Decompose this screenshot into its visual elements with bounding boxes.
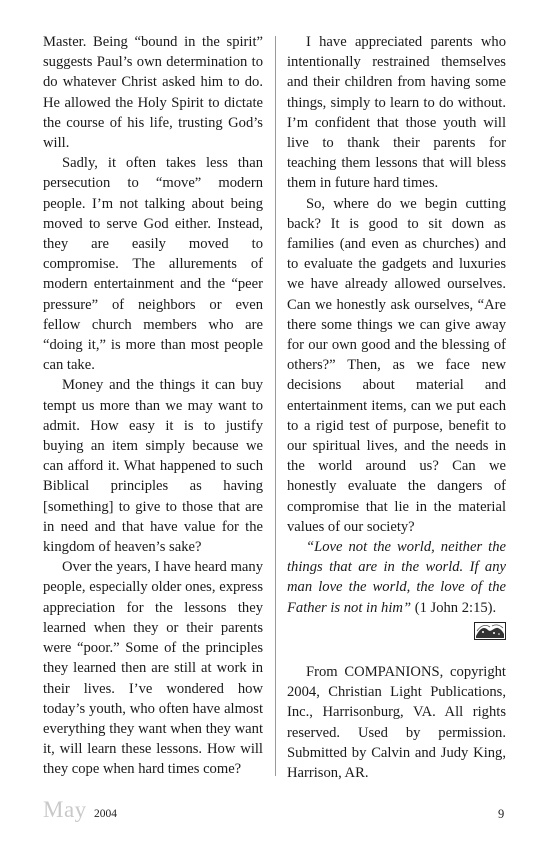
scripture-quote [287, 537, 506, 618]
left-column [43, 32, 263, 780]
article-paragraph: So, where do we begin cutting back? It is good to sit down as families (and even as churches) and to evaluate the gadgets and luxuries we have already allowed ourselves. Can we honestly ask ourselves, “Are there some things we can give away for our own good and the blessing of others?” Then, as we face new decisions about material and entertainment items, can we put each to a rigid test of purpose, benefit to our spiritual lives, and the needs in the world around us? Can we honestly evaluate the dangers of compromise that lie in the material values of our society? [287, 195, 506, 535]
article-paragraph: Sadly, it often takes less than persecution to “move” modern people. I’m not talking about being moved to serve God either. Instead, they are easily moved to compromise. The allurements of modern entertainment and the “peer pressure” of neighbors or even fellow church members who are “doing it,” is more than most people can take. [43, 155, 263, 374]
column-divider [275, 36, 276, 776]
article-paragraph: Money and the things it can buy tempt us more than we may want to admit. How easy it is to justify buying an item simply because we can afford it. What happened to such Biblical principles as having [something] to give to those that are in need and that have value for the kingdom of heaven’s sake? [43, 377, 263, 556]
copyright-credit: From COMPANIONS, copyright 2004, Christian Light Publications, Inc., Harrisonburg, VA. All rights reserved. Used by permission. Submitted by Calvin and Judy King, Harrison, AR. [287, 663, 506, 781]
article-paragraph: Over the years, I have heard many people, especially older ones, express appreciation for the lessons they learned when they or their parents were “poor.” Some of the principles they learned then are still at work in their lives. I’ve wondered how today’s youth, who often have almost everything they want when they want it, will learn these lessons. How will they cope when hard times come? [43, 559, 263, 778]
article-paragraph: Master. Being “bound in the spirit” suggests Paul’s own determination to do whatever Christ asked him to do. He allowed the Holy Spirit to dictate the course of his life, trusting God’s will. [43, 34, 263, 152]
article-paragraph: I have appreciated parents who intentionally restrained themselves and their children from having some things, simply to learn to do without. I’m confident that those youth will live to thank their parents for teaching them lessons that will bless them in future hard times. [287, 34, 506, 192]
footer-month: May [43, 797, 87, 822]
scripture-quote-text: “Love not the world, neither the things that are in the world. If any man love the world, the love of the Father is not in him” [287, 539, 506, 616]
right-column [287, 32, 506, 783]
page-number: 9 [498, 807, 505, 821]
end-of-article-mark-icon [474, 622, 506, 640]
scripture-reference: (1 John 2:15). [411, 599, 497, 616]
footer-year: 2004 [94, 808, 117, 820]
